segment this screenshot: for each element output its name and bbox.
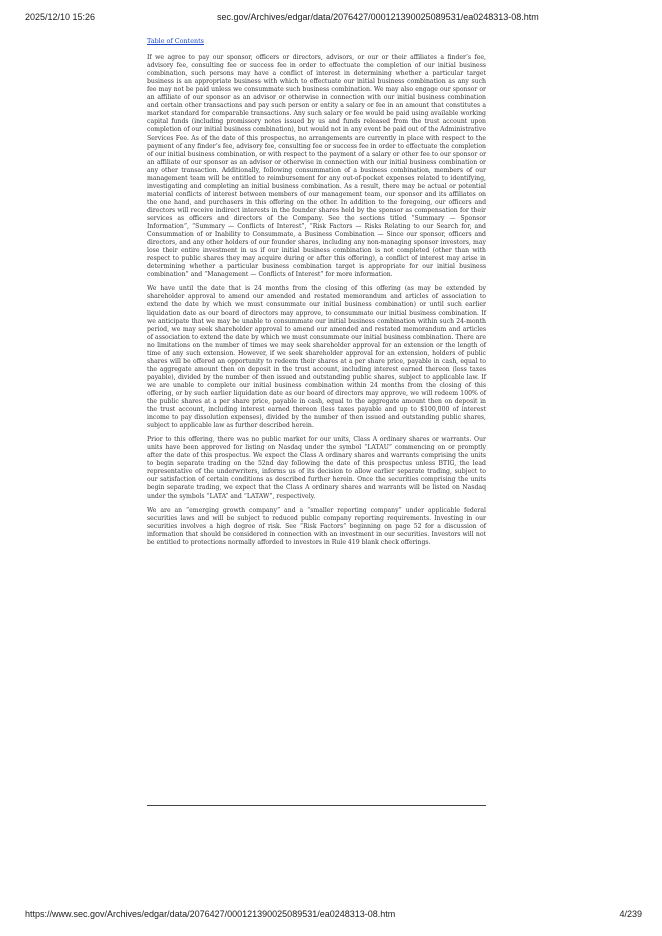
print-footer bbox=[25, 909, 642, 921]
paragraph-conflicts-of-interest: If we agree to pay our sponsor, officers or directors, advisors, or our or their affiliates a finder’s fee, advisory fee, consulting fee or success fee in order to effectuate the completion of our initial business combination, such persons may have a conflict of interest in determining whether a particular target business is an appropriate business with which to effectuate our initial business combination as any such fee may not be paid unless we consummate such business combination. We may also engage our sponsor or an affiliate of our sponsor as an advisor or otherwise in connection with our initial business combination and certain other transactions and pay such person or entity a salary or fee in an amount that constitutes a market standard for comparable transactions. Any such salary or fee would be paid using available working capital funds (including promissory notes issued by us and funds released from the trust account upon completion of our initial business combination), but would not in any event be paid out of the Administrative Services Fee. As of the date of this prospectus, no arrangements are currently in place with respect to the payment of any finder’s fee, advisory fee, consulting fee or success fee in order to effectuate the completion of our initial business combination, or with respect to the payment of a salary or other fee to our sponsor or an affiliate of our sponsor as an advisor or otherwise in connection with our initial business combination or any other transaction. Additionally, following consummation of a business combination, members of our management team will be entitled to reimbursement for any out-of-pocket expenses related to identifying, investigating and completing an initial business combination. As a result, there may be actual or potential material conflicts of interest between members of our management team, our sponsor and its affiliates on the one hand, and purchasers in this offering on the other. In addition to the foregoing, our officers and directors will receive indirect interests in the founder shares held by the sponsor as compensation for their services as officers and directors of the Company. See the sections titled “Summary — Sponsor Information”, “Summary — Conflicts of Interest”, “Risk Factors — Risks Relating to our Search for, and Consummation of or Inability to Consummate, a Business Combination — Since our sponsor, officers and directors, and any other holders of our founder shares, including any non-managing sponsor investors, may lose their entire investment in us if our initial business combination is not completed (other than with respect to public shares they may acquire during or after this offering), a conflict of interest may arise in determining whether a particular business combination target is appropriate for our initial business combination” and “Management — Conflicts of Interest” for more information. bbox=[147, 54, 486, 279]
table-of-contents-link[interactable]: Table of Contents bbox=[147, 37, 204, 45]
print-page-indicator: 4/239 bbox=[619, 909, 642, 919]
paragraph-listing: Prior to this offering, there was no public market for our units, Class A ordinary shares or warrants. Our units have been approved for listing on Nasdaq under the symbol “LATAU” commencing on or promptly after the date of this prospectus. We expect the Class A ordinary shares and warrants comprising the units to begin separate trading on the 52nd day following the date of this prospectus unless BTIG, the lead representative of the underwriters, informs us of its decision to allow earlier separate trading, subject to our satisfaction of certain conditions as described further herein. Once the securities comprising the units begin separate trading, we expect that the Class A ordinary shares and warrants will be listed on Nasdaq under the symbols “LATA” and “LATAW”, respectively. bbox=[147, 436, 486, 500]
print-header bbox=[25, 12, 642, 24]
section-divider bbox=[147, 805, 486, 806]
paragraph-combination-deadline: We have until the date that is 24 months from the closing of this offering (as may be extended by shareholder approval to amend our amended and restated memorandum and articles of association to extend the date by which we must consummate our initial business combination) or until such earlier liquidation date as our board of directors may approve, to consummate our initial business combination. If we anticipate that we may be unable to consummate our initial business combination within such 24-month period, we may seek shareholder approval to amend our amended and restated memorandum and articles of association to extend the date by which we must consummate our initial business combination. There are no limitations on the number of times we may seek shareholder approval for an extension or the length of time of any such extension. However, if we seek shareholder approval for an extension, holders of public shares will be offered an opportunity to redeem their shares at a per share price, payable in cash, equal to the aggregate amount then on deposit in the trust account, including interest earned thereon (less taxes payable), divided by the number of then issued and outstanding public shares, subject to applicable law. If we are unable to complete our initial business combination within 24 months from the closing of this offering, or by such earlier liquidation date as our board of directors may approve, we will redeem 100% of the public shares at a per share price, payable in cash, equal to the aggregate amount then on deposit in the trust account, including interest earned thereon (less taxes payable and up to $100,000 of interest income to pay dissolution expenses), divided by the number of then issued and outstanding public shares, subject to applicable law as further described herein. bbox=[147, 285, 486, 430]
print-url: https://www.sec.gov/Archives/edgar/data/2076427/000121390025089531/ea0248313-08.htm bbox=[25, 909, 396, 919]
print-page-title: sec.gov/Archives/edgar/data/2076427/000121390025089531/ea0248313-08.htm bbox=[217, 12, 539, 22]
print-datetime: 2025/12/10 15:26 bbox=[25, 12, 96, 22]
document-body bbox=[147, 37, 486, 553]
paragraph-emerging-growth: We are an “emerging growth company” and a “smaller reporting company” under applicable federal securities laws and will be subject to reduced public company reporting requirements. Investing in our securities involves a high degree of risk. See “Risk Factors” beginning on page 52 for a discussion of information that should be considered in connection with an investment in our securities. Investors will not be entitled to protections normally afforded to investors in Rule 419 blank check offerings. bbox=[147, 506, 486, 546]
